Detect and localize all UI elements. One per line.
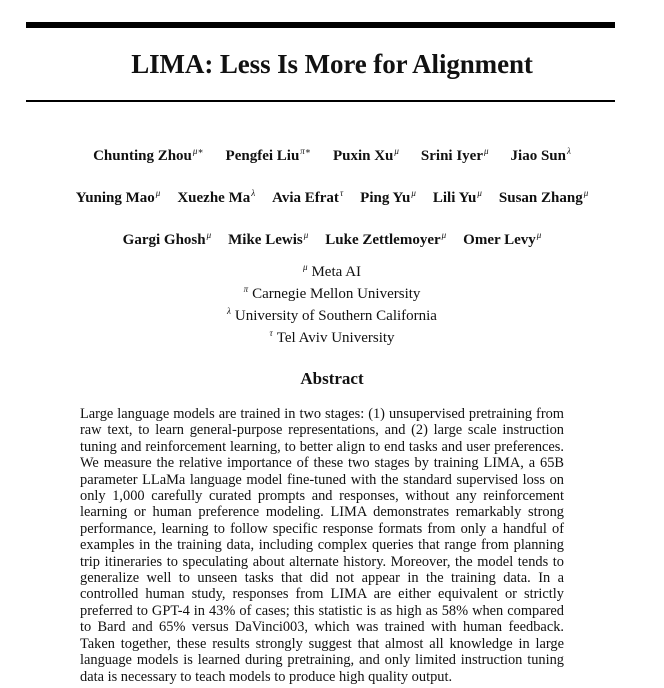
author-mark: λ bbox=[567, 146, 571, 156]
affiliation-mark: λ bbox=[227, 306, 231, 316]
author-name: Chunting Zhou bbox=[93, 148, 192, 164]
affiliation-mark: μ bbox=[302, 262, 308, 272]
affiliation-name: Meta AI bbox=[311, 264, 362, 280]
author-mark: μ bbox=[411, 188, 416, 198]
author-name: Pengfei Liu bbox=[225, 148, 300, 164]
author-mark: μ∗ bbox=[192, 146, 204, 156]
author bbox=[93, 141, 203, 166]
author bbox=[226, 141, 311, 166]
affiliation-name: Carnegie Mellon University bbox=[252, 286, 421, 302]
author-name: Srini Iyer bbox=[420, 148, 484, 164]
abstract-body bbox=[80, 406, 564, 685]
author-name: Luke Zettlemoyer bbox=[325, 232, 441, 248]
abstract-heading: Abstract bbox=[300, 369, 364, 388]
author bbox=[272, 183, 343, 208]
abstract-text: Large language models are trained in two stages: (1) unsupervised pretraining from raw text, to learn general-purpose representations, and (2) large scale instruction tuning and reinforcement learning, to better align to end tasks and user preferences. We measure the relative importance of these two stages by training LIMA, a 65B parameter LLaMa language model fine-tuned with the standard supervised loss on only 1,000 carefully curated prompts and responses, without any reinforcement learning or human preference modeling. LIMA demonstrates remarkably strong performance, learning to follow specific response formats from only a handful of examples in the training data, including complex queries that range from planning trip itineraries to speculating about alternate history. Moreover, the model tends to generalize well to unseen tasks that did not appear in the training data. In a controlled human study, responses from LIMA are either equivalent or strictly preferred to GPT-4 in 43% of cases; this statistic is as high as 58% when compared to Bard and 65% versus DaVinci003, which was trained with human feedback. Taken together, these results strongly suggest that almost all knowledge in large language models is learned during pretraining, and only limited instruction tuning data is necessary to teach models to produce high quality output. bbox=[80, 406, 564, 685]
affiliation-name: Tel Aviv University bbox=[276, 330, 395, 346]
author-mark: μ bbox=[536, 230, 542, 240]
author-name: Ping Yu bbox=[360, 190, 411, 206]
author-name: Mike Lewis bbox=[228, 232, 303, 248]
author-mark: τ bbox=[339, 188, 344, 198]
author-name: Xuezhe Ma bbox=[177, 190, 251, 206]
author-row-3 bbox=[0, 225, 664, 250]
author-name: Omer Levy bbox=[463, 232, 536, 248]
author bbox=[333, 141, 399, 166]
author-name: Puxin Xu bbox=[332, 148, 394, 164]
author bbox=[360, 183, 416, 208]
author-name: Gargi Ghosh bbox=[122, 232, 206, 248]
affiliation-mark: τ bbox=[269, 328, 273, 338]
affiliation bbox=[0, 325, 664, 347]
affiliation bbox=[0, 303, 664, 325]
affiliation bbox=[0, 259, 664, 281]
author bbox=[499, 183, 588, 208]
author-mark: μ bbox=[303, 230, 309, 240]
author-mark: π∗ bbox=[300, 146, 311, 156]
author-row-2 bbox=[0, 183, 664, 208]
author bbox=[123, 225, 211, 250]
author-name: Lili Yu bbox=[432, 190, 477, 206]
author bbox=[76, 183, 161, 208]
author-mark: λ bbox=[251, 188, 256, 198]
author bbox=[325, 225, 446, 250]
author-name: Jiao Sun bbox=[510, 148, 566, 164]
affiliations bbox=[0, 259, 664, 347]
paper-title: LIMA: Less Is More for Alignment bbox=[131, 49, 533, 79]
author bbox=[228, 225, 308, 250]
affiliation bbox=[0, 281, 664, 303]
author-name: Susan Zhang bbox=[498, 190, 583, 206]
author-mark: μ bbox=[441, 230, 447, 240]
author-mark: μ bbox=[477, 188, 482, 198]
top-rule bbox=[26, 22, 615, 28]
author-mark: μ bbox=[583, 188, 589, 198]
author-name: Avia Efrat bbox=[272, 190, 339, 206]
author bbox=[421, 141, 489, 166]
author bbox=[511, 141, 571, 166]
author-mark: μ bbox=[206, 230, 212, 240]
author bbox=[177, 183, 255, 208]
author-mark: μ bbox=[484, 146, 489, 156]
author-row-1 bbox=[0, 141, 664, 166]
author-name: Yuning Mao bbox=[75, 190, 155, 206]
affiliation-mark: π bbox=[243, 284, 249, 294]
title-rule bbox=[26, 100, 615, 102]
author bbox=[433, 183, 482, 208]
affiliation-name: University of Southern California bbox=[234, 308, 437, 324]
author-mark: μ bbox=[394, 146, 399, 156]
author-mark: μ bbox=[155, 188, 161, 198]
author bbox=[463, 225, 541, 250]
